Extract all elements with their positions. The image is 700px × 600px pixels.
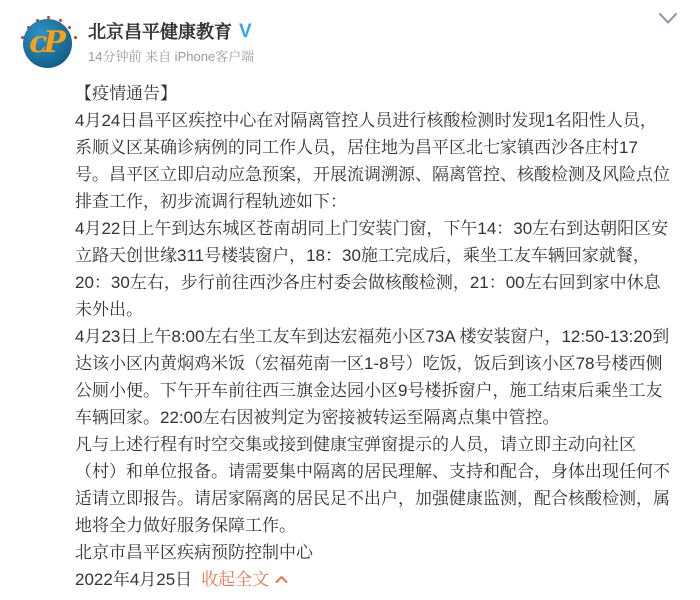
post-footer-line (75, 566, 671, 593)
post-signature: 北京市昌平区疾病预防控制中心 (75, 543, 313, 562)
chevron-up-icon[interactable] (275, 575, 288, 584)
avatar-globe (23, 19, 72, 68)
chevron-down-icon[interactable] (658, 12, 678, 25)
avatar[interactable] (17, 13, 78, 74)
user-row (88, 18, 252, 44)
avatar-monogram: cP (29, 24, 62, 60)
post-paragraph: 4月24日昌平区疾控中心在对隔离管控人员进行核酸检测时发现1名阳性人员，系顺义区某确诊病例的同工作人员，居住地为昌平区北七家镇西沙各庄村17号。昌平区立即启动应急预案，开展流调溯源、隔离管控、核酸检测及风险点位排查工作，初步流调行程轨迹如下： (75, 111, 670, 211)
post-paragraph: 凡与上述行程有时空交集或接到健康宝弹窗提示的人员，请立即主动向社区（村）和单位报备。请需要集中隔离的居民理解、支持和配合，身体出现任何不适请立即报告。请居家隔离的居民足不出户，加强健康监测，配合核酸检测，属地将全力做好服务保障工作。 (75, 435, 670, 535)
post-body (75, 80, 671, 593)
post-meta: 14分钟前 来自 iPhone客户端 (88, 49, 255, 64)
post-date: 2022年4月25日 (75, 570, 193, 589)
collapse-full-text-link[interactable]: 收起全文 (201, 570, 270, 589)
post-paragraph: 4月22日上午到达东城区苍南胡同上门安装门窗，下午14：30左右到达朝阳区安立路天创世缘311号楼装窗户，18：30施工完成后，乘坐工友车辆回家就餐，20：30左右，步行前往西沙各庄村委会做核酸检测，21：00左右回到家中休息未外出。 (75, 219, 669, 319)
username-link[interactable]: 北京昌平健康教育 (88, 22, 232, 42)
post-paragraph: 4月23日上午8:00左右坐工友车到达宏福苑小区73A 楼安装窗户，12:50-13:20到达该小区内黄焖鸡米饭（宏福苑南一区1-8号）吃饭，饭后到该小区78号楼西侧公厕小便。下午开车前往西三旗金达园小区9号楼拆窗户，施工结束后乘坐工友车辆回家。22:00左右因被判定为密接被转运至隔离点集中管控。 (75, 327, 670, 427)
verified-badge-icon: V (239, 20, 252, 42)
post-topic-tag: 【疫情通告】 (75, 84, 177, 103)
